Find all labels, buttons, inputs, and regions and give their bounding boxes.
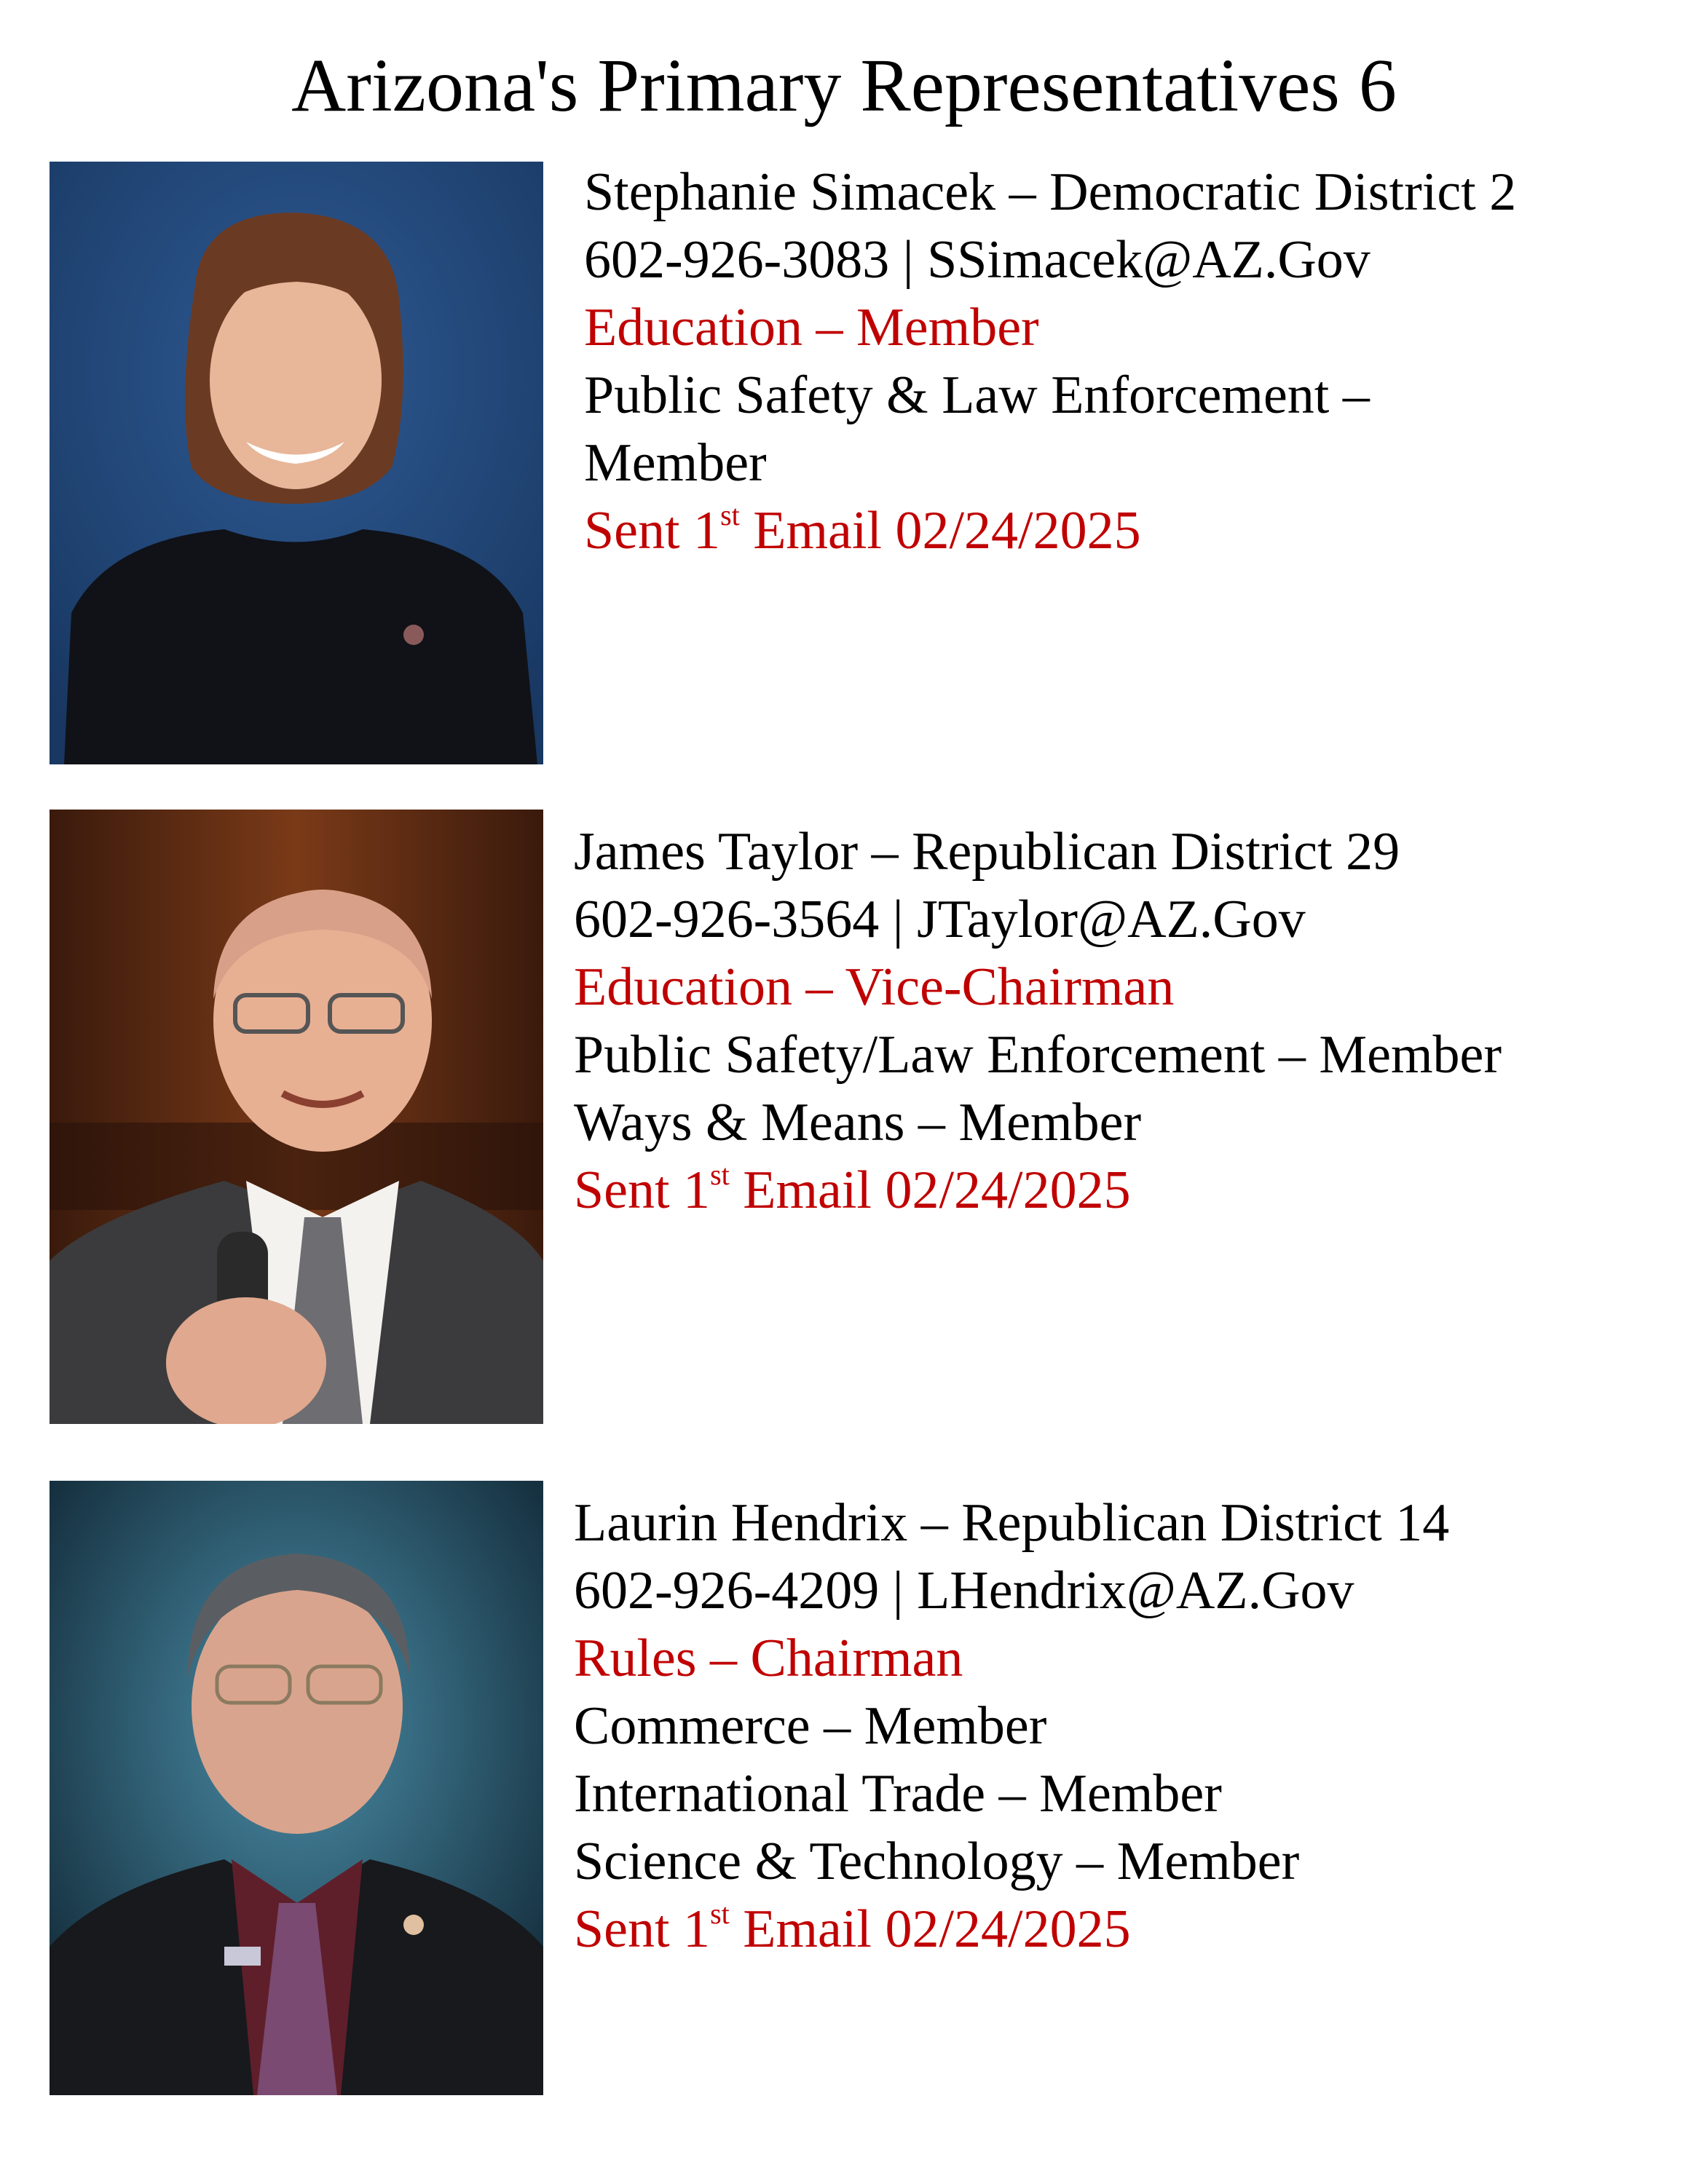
portrait-photo	[50, 1481, 543, 2095]
committee-item: Public Safety & Law Enforcement –	[584, 365, 1370, 425]
representative-name: James Taylor – Republican District 29	[574, 822, 1400, 882]
contact-line: 602-926-3083 | SSimacek@AZ.Gov	[584, 230, 1370, 290]
committee-item: Commerce – Member	[574, 1696, 1047, 1756]
committee-item: Ways & Means – Member	[574, 1093, 1142, 1152]
representative-info	[574, 1489, 1449, 1963]
sent-prefix: Sent 1	[584, 501, 721, 561]
sent-ordinal: st	[710, 1897, 730, 1931]
primary-committee: Education – Vice-Chairman	[574, 957, 1175, 1017]
sent-prefix: Sent 1	[574, 1899, 711, 1959]
portrait-photo	[50, 810, 543, 1424]
representative-name: Stephanie Simacek – Democratic District 2	[584, 162, 1517, 222]
contact-line: 602-926-3564 | JTaylor@AZ.Gov	[574, 890, 1306, 949]
sent-suffix: Email 02/24/2025	[729, 1160, 1131, 1220]
page-title: Arizona's Primary Representatives 6	[291, 44, 1397, 127]
portrait-photo	[50, 162, 543, 764]
sent-prefix: Sent 1	[574, 1160, 711, 1220]
committee-item: International Trade – Member	[574, 1764, 1222, 1824]
primary-committee: Rules – Chairman	[574, 1629, 963, 1688]
committee-item: Member	[584, 433, 767, 493]
sent-ordinal: st	[720, 499, 740, 532]
contact-line: 602-926-4209 | LHendrix@AZ.Gov	[574, 1561, 1354, 1621]
sent-email-status	[574, 1896, 1449, 1963]
representative-info	[584, 159, 1516, 565]
sent-suffix: Email 02/24/2025	[729, 1899, 1131, 1959]
sent-email-status	[584, 497, 1516, 565]
sent-ordinal: st	[710, 1158, 730, 1192]
sent-suffix: Email 02/24/2025	[739, 501, 1141, 561]
committee-item: Public Safety/Law Enforcement – Member	[574, 1025, 1502, 1085]
committee-item: Science & Technology – Member	[574, 1832, 1300, 1891]
representative-name: Laurin Hendrix – Republican District 14	[574, 1493, 1450, 1553]
representative-info	[574, 818, 1502, 1224]
sent-email-status	[574, 1157, 1502, 1224]
primary-committee: Education – Member	[584, 298, 1039, 357]
